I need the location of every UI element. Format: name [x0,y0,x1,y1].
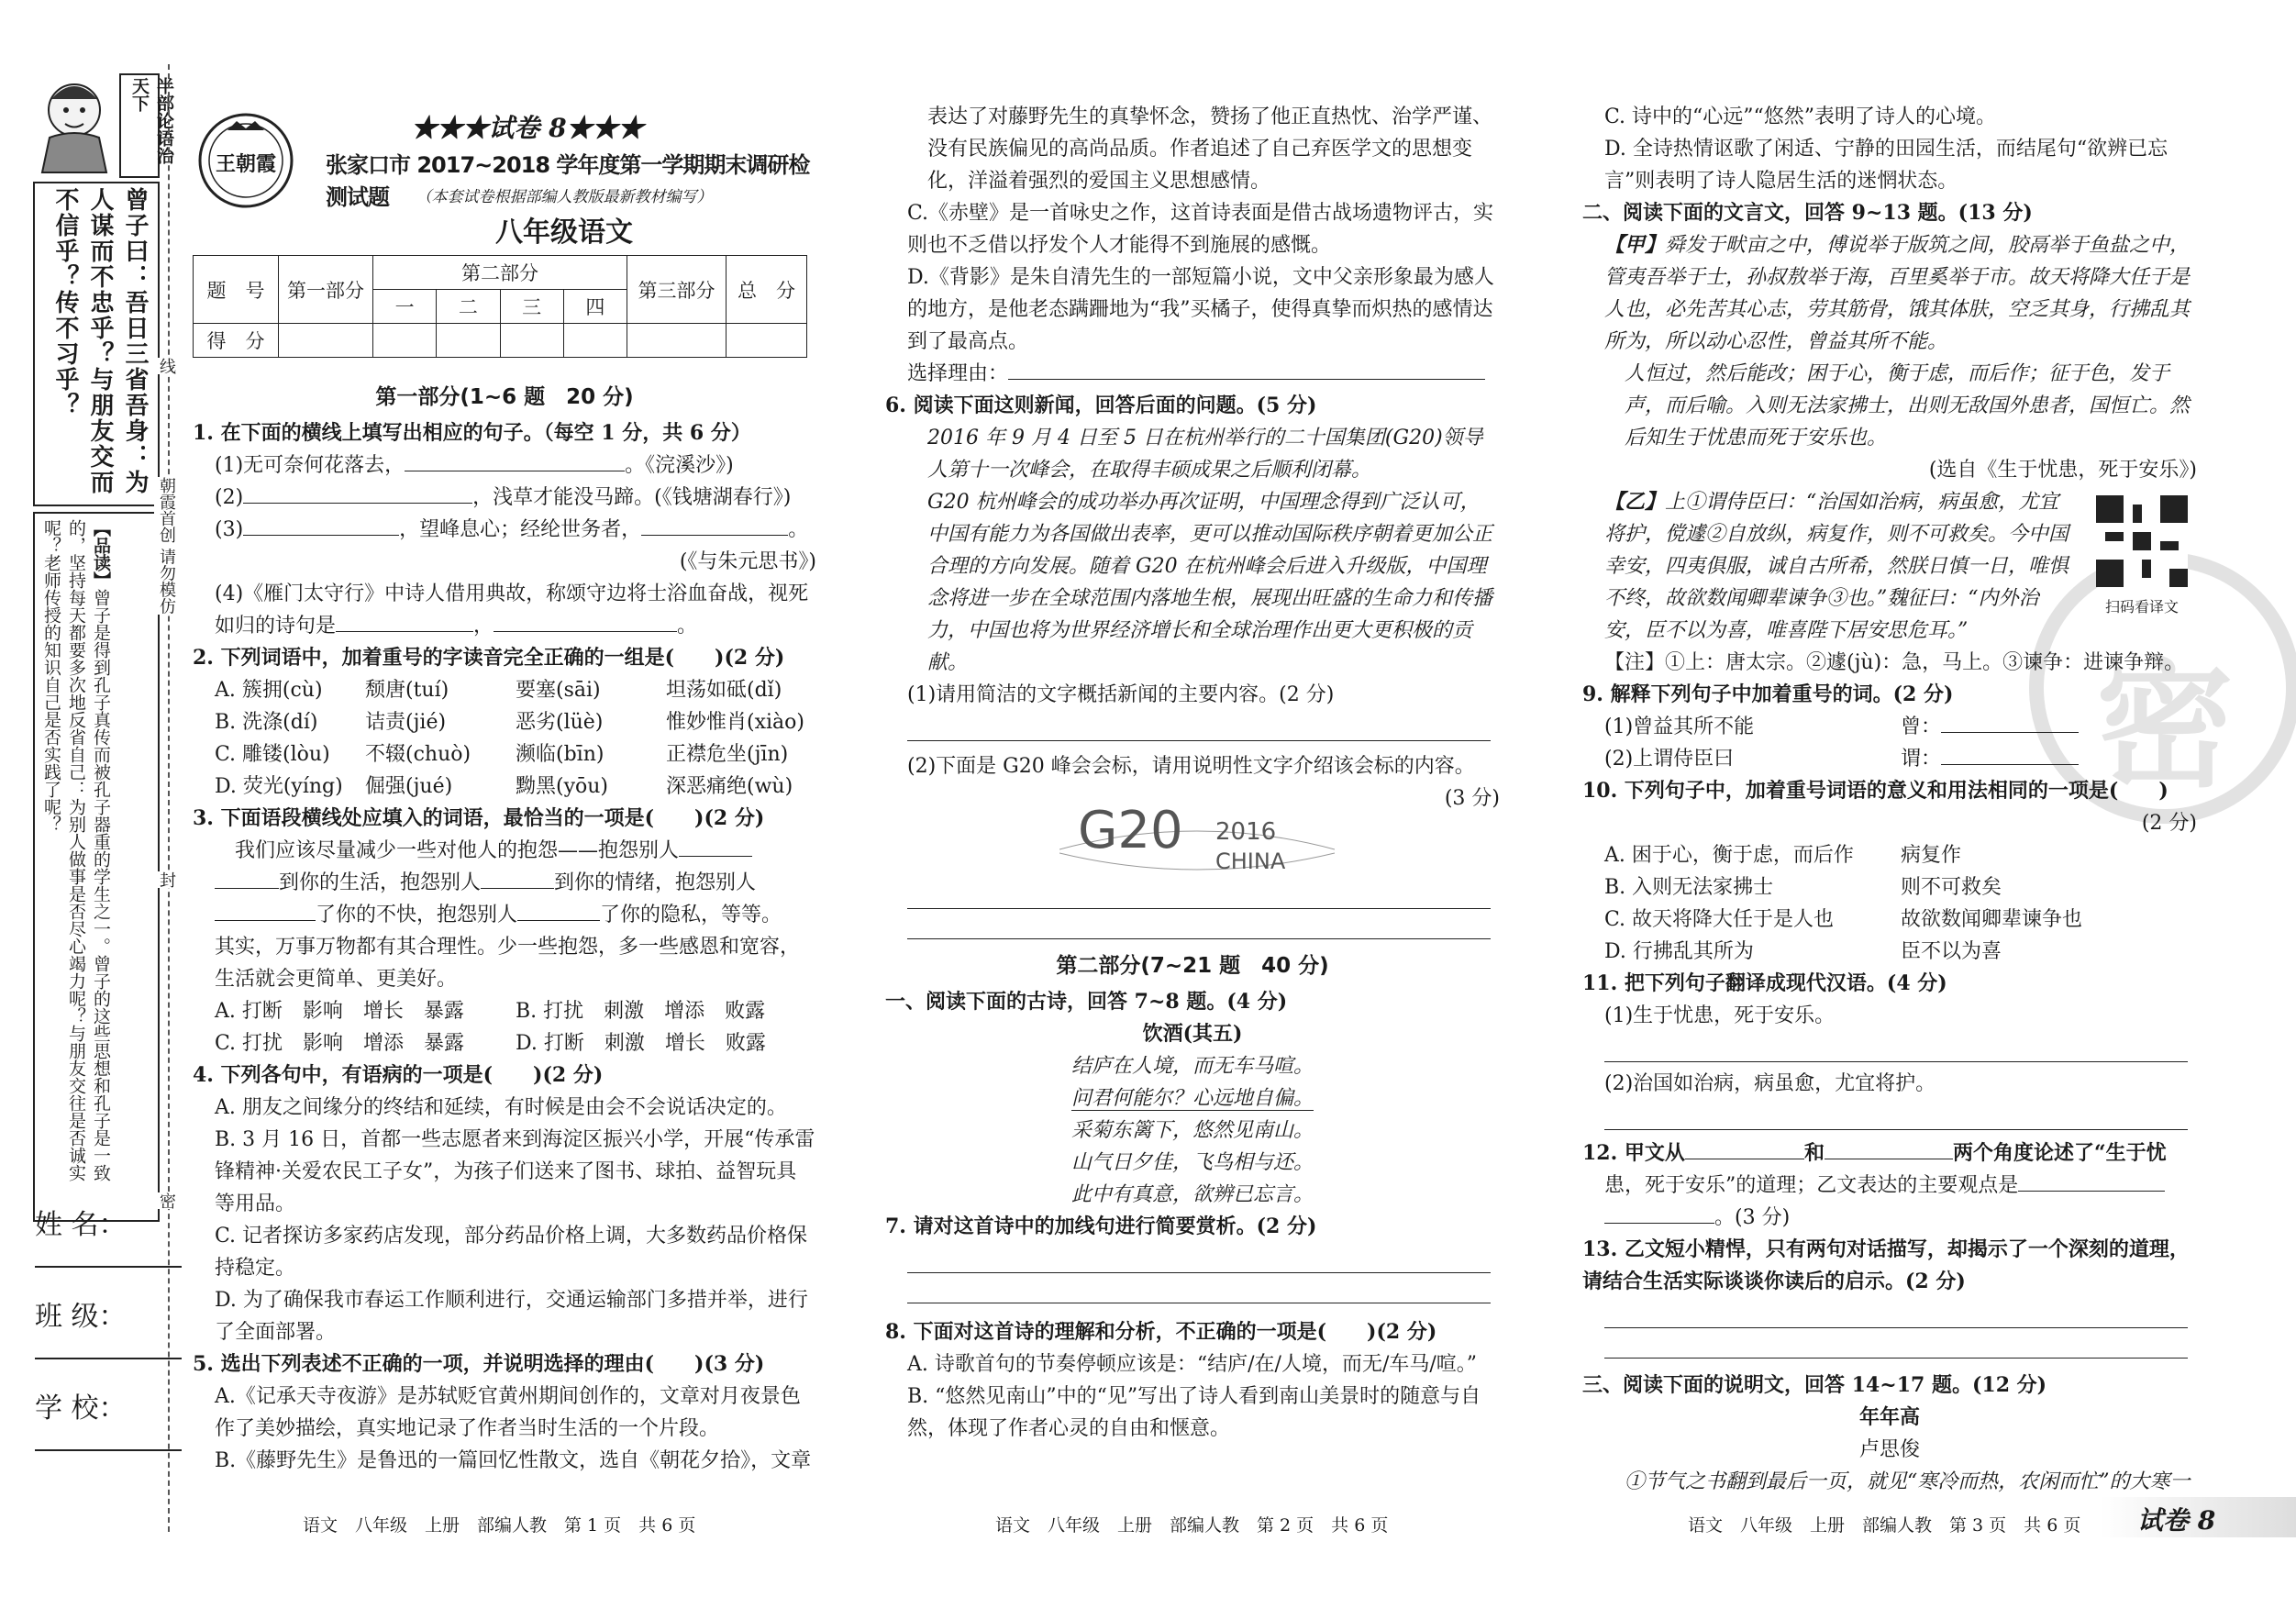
q8-option-a[interactable]: A. 诗歌首句的节奏停顿应该是：“结庐/在/人境，而无/车马/喧。” [907,1353,1478,1376]
q2: 2. 下列词语中，加着重号的字读音完全正确的一组是( )(2 分) [193,646,785,670]
score-cell[interactable] [500,324,563,358]
blank[interactable] [336,613,473,632]
blank[interactable] [679,837,752,857]
exam-subtitle: （本套试卷根据部编人教版最新教材编写） [416,188,713,206]
q3-passage-2: 到你的生活，抱怨别人 到你的情绪，抱怨别人 [193,867,816,899]
score-cell[interactable] [727,324,807,358]
g20-year: 2016 [1215,818,1277,846]
answer-line[interactable] [1604,1032,2188,1062]
blank[interactable] [1941,746,2079,765]
class-field[interactable] [35,1358,182,1359]
section-2-heading: 第二部分(7~21 题 40 分) [1056,954,1329,978]
footer-page-3: 语文 八年级 上册 部编人教 第 3 页 共 6 页 [1688,1515,2081,1536]
q6-2: (2)下面是 G20 峰会会标，请用说明性文字介绍该会标的内容。 [907,755,1475,778]
q3-passage-3: 了你的不快，抱怨别人 了你的隐私，等等。 [193,899,816,931]
q4: 4. 下列各句中，有语病的一项是( )(2 分) [193,1063,604,1087]
q5-option-c[interactable]: C.《赤壁》是一首咏史之作，这首诗表面是借古战场遗物评古，实则也不乏借以抒发个人才能得不到施展的感慨。 [907,202,1494,257]
q5-option-b-cont: 表达了对藤野先生的真挚怀念，赞扬了他正直热忱、治学严谨、没有民族偏见的高尚品质。作者追述了自己弃医学文的思想变化，洋溢着强烈的爱国主义思想感情。 [927,105,1493,193]
passage-yi-wrap [1582,486,2197,647]
answer-line[interactable] [1604,1100,2188,1130]
column-1 [193,378,816,1477]
q3-option-a[interactable]: A. 打断 影响 增长 暴露 [215,1000,464,1023]
q11-1: (1)生于忧患，死于安乐。 [1604,1004,1836,1027]
grade-title: 八年级语文 [495,216,633,249]
answer-line[interactable] [907,879,1491,909]
poem-line-1: 结庐在人境，而无车马喧。 [1070,1055,1314,1078]
confucius-avatar [33,73,116,174]
score-table [193,255,807,358]
q6: 6. 阅读下面这则新闻，回答后面的问题。(5 分) [885,394,1317,417]
score-sub-3: 三 [500,290,563,324]
footer-paper-tag: 试卷 8 [2137,1505,2216,1536]
score-cell[interactable] [279,324,373,358]
q3-options-cd [193,1027,816,1059]
q1-2: (2) ，浅草才能没马蹄。(《钱塘湖春行》) [215,486,792,509]
q2-option-b[interactable]: B. 洗涤(dí) 诘责(jié) 恶劣(lüè) 惟妙惟肖(xiào) [215,711,804,734]
poem-line-2: 问君何能尔？心远地自偏。 [1070,1087,1314,1110]
blank[interactable] [641,516,788,536]
q12: 12. 甲文从 和 两个角度论述了“生于忧 [1582,1141,2167,1165]
q1: 1. 在下面的横线上填写出相应的句子。（每空 1 分，共 6 分） [193,421,751,445]
section-1-heading: 第一部分(1~6 题 20 分) [375,385,634,409]
blank[interactable] [243,484,472,504]
passage-yi: 【乙】上①谓侍臣曰：“治国如治病，病虽愈，尤宜将护，傥遽②自放纵，病复作，则不可救矣。今中国幸安，四夷俱服，诚自古所希，然朕日慎一日，唯惧不终，故欲数闻卿辈谏争③也。”魏征曰：“内外治安，臣不以为喜，唯喜陛下居安思危耳。” [1604,490,2069,642]
q3: 3. 下面语段横线处应填入的词语，最恰当的一项是( )(2 分) [193,806,765,830]
q10-option-d[interactable]: D. 行拂乱其所为 臣不以为喜 [1604,940,2002,963]
q13: 13. 乙文短小精悍，只有两句对话描写，却揭示了一个深刻的道理，请结合生活实际谈谈你读后的启示。(2 分) [1582,1237,2190,1293]
q4-option-d[interactable]: D. 为了确保我市春运工作顺利进行，交通运输部门多措并举，进行了全面部署。 [215,1289,808,1344]
reading-box [33,512,160,1222]
qr-caption: 扫码看译文 [2104,598,2179,616]
article-author: 卢思俊 [1858,1438,1920,1461]
school-label: 学 校： [35,1392,127,1425]
score-cell[interactable] [627,324,727,358]
q2-option-a[interactable]: A. 簇拥(cù) 颓唐(tuí) 要塞(sāi) 坦荡如砥(dǐ) [215,679,782,702]
reading-body: 曾子是得到孔子真传而被孔子器重的学生之一。曾子的这些思想和孔子是一致的，坚持每天都要多次地反省自己：为别人做事是否尽心竭力呢？与朋友交往是否诚实呢？老师传授的知识自己是否实践了呢？ [41,519,111,1181]
binding-line [168,64,170,1532]
answer-line[interactable] [1604,1328,2188,1359]
q2-option-d[interactable]: D. 荧光(yíng) 倔强(jué) 黝黑(yōu) 深恶痛绝(wù) [215,775,793,798]
poem-line-5: 此中有真意，欲辨已忘言。 [1070,1183,1314,1206]
score-cell[interactable] [373,324,437,358]
qr-code-icon [2096,495,2188,587]
qr-code[interactable] [2096,495,2188,617]
q5-option-a[interactable]: A.《记承天寺夜游》是苏轼贬官黄州期间创作的，文章对月夜景色作了美妙描绘，真实地记录了作者当时生活的一个片段。 [215,1385,801,1440]
gutter-mark-2: 封 [154,871,178,888]
q6-1: (1)请用简洁的文字概括新闻的主要内容。(2 分) [907,683,1335,706]
blank[interactable] [215,902,316,921]
q4-option-c[interactable]: C. 记者探访多家药店发现，部分药品价格上调，大多数药品价格保持稳定。 [215,1225,808,1280]
q1-4: (4)《雁门太守行》中诗人借用典故，称颂守边将士浴血奋战，视死如归的诗句是 ， 。 [215,582,809,638]
school-field[interactable] [35,1449,182,1451]
score-row-label: 题 号 [194,256,279,324]
q3-passage-4: 其实，万事万物都有其合理性。少一些抱怨，多一些感恩和宽容，生活就会更简单、更美好。 [215,936,801,991]
score-sub-2: 二 [437,290,500,324]
blank[interactable] [1825,1140,1953,1159]
header [188,101,816,249]
column-3 [1582,101,2197,1498]
blank[interactable] [405,452,625,471]
part-1-heading: 一、阅读下面的古诗，回答 7~8 题。(4 分) [885,990,1288,1014]
gutter-mark-1: 线 [154,358,178,374]
part-2-heading: 二、阅读下面的文言文，回答 9~13 题。(13 分) [1582,201,2033,225]
q11-2: (2)治国如治病，病虽愈，尤宜将护。 [1604,1072,1936,1095]
answer-line[interactable] [907,1243,1491,1273]
q5-option-b[interactable]: B.《藤野先生》是鲁迅的一篇回忆性散文，选自《朝花夕拾》，文章 [215,1449,812,1472]
score-row2-label: 得 分 [194,324,279,358]
g20-logo [885,801,1500,879]
quote-text: 曾子曰：吾日三省吾身：为人谋而不忠乎？与朋友交而不信乎？传不习乎？ [51,187,149,495]
q10-options [1582,839,2197,968]
q5-option-d[interactable]: D.《背影》是朱自清先生的一部短篇小说，文中父亲形象最为感人的地方，是他老态蹒跚地为“我”买橘子，使得真挚而炽热的感情达到了最高点。 [907,266,1494,353]
paper-number: ★★★试卷 8★★★ [411,113,644,143]
q10: 10. 下列句子中，加着重号词语的意义和用法相同的一项是( ) [1582,779,2168,803]
slogan-box [119,73,174,178]
poem-title: 饮酒(其五) [1142,1022,1243,1046]
exam-title: 张家口市 2017~2018 学年度第一学期期末调研检测试题 [326,152,810,210]
q5-reason-field[interactable] [1008,360,1485,380]
q6-2-score: (3 分) [1444,787,1500,810]
part-3-heading: 三、阅读下面的说明文，回答 14~17 题。(12 分) [1582,1373,2047,1397]
blank[interactable] [481,870,554,889]
q5-reason: 选择理由： [885,358,1500,390]
q12-end: 。(3 分) [1582,1202,2197,1234]
blank[interactable] [215,870,279,889]
name-field[interactable] [35,1266,182,1268]
score-part2: 第二部分 [373,256,627,290]
footer-page-1: 语文 八年级 上册 部编人教 第 1 页 共 6 页 [303,1515,696,1536]
q9: 9. 解释下列句子中加着重号的词。(2 分) [1582,682,1954,706]
answer-line[interactable] [907,909,1491,939]
score-sub-1: 一 [373,290,437,324]
blank[interactable] [494,613,677,632]
blank[interactable] [517,902,600,921]
passage-jia: 【甲】舜发于畎亩之中，傅说举于版筑之间，胶鬲举于鱼盐之中，管夷吾举于士，孙叔敖举于海，百里奚举于市。故天将降大任于是人也，必先苦其心志，劳其筋骨，饿其体肤，空乏其身，行拂乱其所为，所以动心忍性，曾益其所不能。 [1604,233,2191,353]
q3-options-ab [193,995,816,1027]
q2-options [193,674,816,803]
score-cell[interactable] [563,324,627,358]
logo [195,110,296,211]
answer-line[interactable] [907,1273,1491,1303]
blank[interactable] [243,516,399,536]
q1-3-source: (《与朱元思书》) [679,550,816,573]
poem-line-4: 山气日夕佳，飞鸟相与还。 [1070,1151,1314,1174]
article-title: 年年高 [1858,1405,1920,1429]
q9-2: (2)上谓侍臣曰 谓： [1582,743,2197,775]
score-total: 总 分 [727,256,807,324]
blank[interactable] [2018,1172,2165,1192]
q4-option-a[interactable]: A. 朋友之间缘分的终结和延续，有时候是由会不会说话决定的。 [215,1096,787,1119]
footer-page-2: 语文 八年级 上册 部编人教 第 2 页 共 6 页 [995,1515,1389,1536]
q11: 11. 把下列句子翻译成现代汉语。(4 分) [1582,971,1947,995]
q8-option-c[interactable]: C. 诗中的“心远”“悠然”表明了诗人的心境。 [1604,105,1997,128]
slogan-text: 半部论语治天下 [129,77,174,164]
answer-line[interactable] [907,711,1491,741]
q7: 7. 请对这首诗中的加线句进行简要赏析。(2 分) [885,1214,1317,1238]
score-sub-4: 四 [563,290,627,324]
score-part1: 第一部分 [279,256,373,324]
q3-option-c[interactable]: C. 打扰 影响 增添 暴露 [215,1032,465,1055]
q10-option-c[interactable]: C. 故天将降大任于是人也 故欲数闻卿辈谏争也 [1604,908,2083,931]
q8-option-b[interactable]: B. “悠然见南山”中的“见”写出了诗人看到南山美景时的随意与自然，体现了作者心灵的自由和惬意。 [907,1385,1481,1440]
answer-line[interactable] [1604,1298,2188,1328]
q8-option-d[interactable]: D. 全诗热情讴歌了闲适、宁静的田园生活，而结尾句“欲辨已忘言”则表明了诗人隐居生活的迷惘状态。 [1604,138,2168,193]
passage-jia-source: (选自《生于忧患，死于安乐》) [1928,459,2197,482]
reading-text [39,519,113,1213]
q3-option-d[interactable]: D. 打断 刺激 增长 败露 [516,1032,766,1055]
name-label: 姓 名： [35,1209,127,1241]
blank[interactable] [1685,1140,1804,1159]
q4-option-b[interactable]: B. 3 月 16 日，首都一些志愿者来到海淀区振兴小学，开展“传承雷锋精神·关爱农民工子女”，为孩子们送来了图书、球拍、益智玩具等用品。 [215,1128,815,1215]
reading-label: 【品读】 [91,519,111,589]
score-cell[interactable] [437,324,500,358]
q10-option-b[interactable]: B. 入则无法家拂士 则不可救矣 [1604,876,2002,899]
g20-big: G20 [1078,801,1183,860]
watermark-text: 密 [2095,645,2234,806]
column-2 [885,101,1500,1445]
notes: 【注】①上：唐太宗。②遽(jù)：急，马上。③谏争：进谏争辩。 [1604,651,2185,674]
q8: 8. 下面对这首诗的理解和分析，不正确的一项是( )(2 分) [885,1320,1437,1344]
g20-country: CHINA [1215,848,1286,874]
q2-option-c[interactable]: C. 雕镂(lòu) 不辍(chuò) 濒临(bīn) 正襟危坐(jīn) [215,743,789,766]
article-paragraph-1: ①节气之书翻到最后一页，就见“寒冷而热，农闲而忙”的大寒一 [1625,1470,2191,1493]
blank[interactable] [1941,714,2079,733]
q3-option-b[interactable]: B. 打扰 刺激 增添 败露 [516,1000,766,1023]
q3-passage-1: 我们应该尽量减少一些对他人的抱怨——抱怨别人 [193,835,816,867]
q6-news-2: G20 杭州峰会的成功举办再次证明，中国理念得到广泛认可，中国有能力为各国做出表率，更可以推动国际秩序朝着更加公正合理的方向发展。随着 G20 在杭州峰会后进入升级版，中国理念将进一步在全球范围内落地生根，展现出旺盛的生命力和传播力，中国也将为世界经济增长和全球治理作出更大更积极的贡献。 [927,491,1493,674]
gutter-mark-3: 密 [154,1192,178,1209]
score-part3: 第三部分 [627,256,727,324]
q10-option-a[interactable]: A. 困于心，衡于虑，而后作 病复作 [1604,844,1962,867]
passage-jia-2: 人恒过，然后能改；困于心，衡于虑，而后作；征于色，发于声，而后喻。入则无法家拂士，出则无敌国外患者，国恒亡。然后知生于忧患而死于安乐也。 [1625,362,2191,449]
class-label: 班 级： [35,1301,127,1333]
q10-score: (2 分) [2141,812,2197,835]
q9-1: (1)曾益其所不能 曾： [1582,711,2197,743]
q12-cont: 患，死于安乐”的道理；乙文表达的主要观点是 [1582,1170,2197,1202]
poem-line-3: 采菊东篱下，悠然见南山。 [1070,1119,1314,1142]
gutter-note: 朝霞首创 请勿模仿 [154,477,178,615]
quote-box [33,182,160,506]
blank[interactable] [1604,1204,1714,1224]
logo-text: 王朝霞 [215,152,276,176]
q1-3: (3) ，望峰息心；经纶世务者， 。 [215,518,809,541]
q6-news-1: 2016 年 9 月 4 日至 5 日在杭州举行的二十国集团(G20)领导人第十一次峰会，在取得丰硕成果之后顺利闭幕。 [927,427,1483,482]
q5: 5. 选出下列表述不正确的一项，并说明选择的理由( )(3 分) [193,1352,765,1376]
q1-1: (1)无可奈何花落去， 。《浣溪沙》) [215,454,734,477]
